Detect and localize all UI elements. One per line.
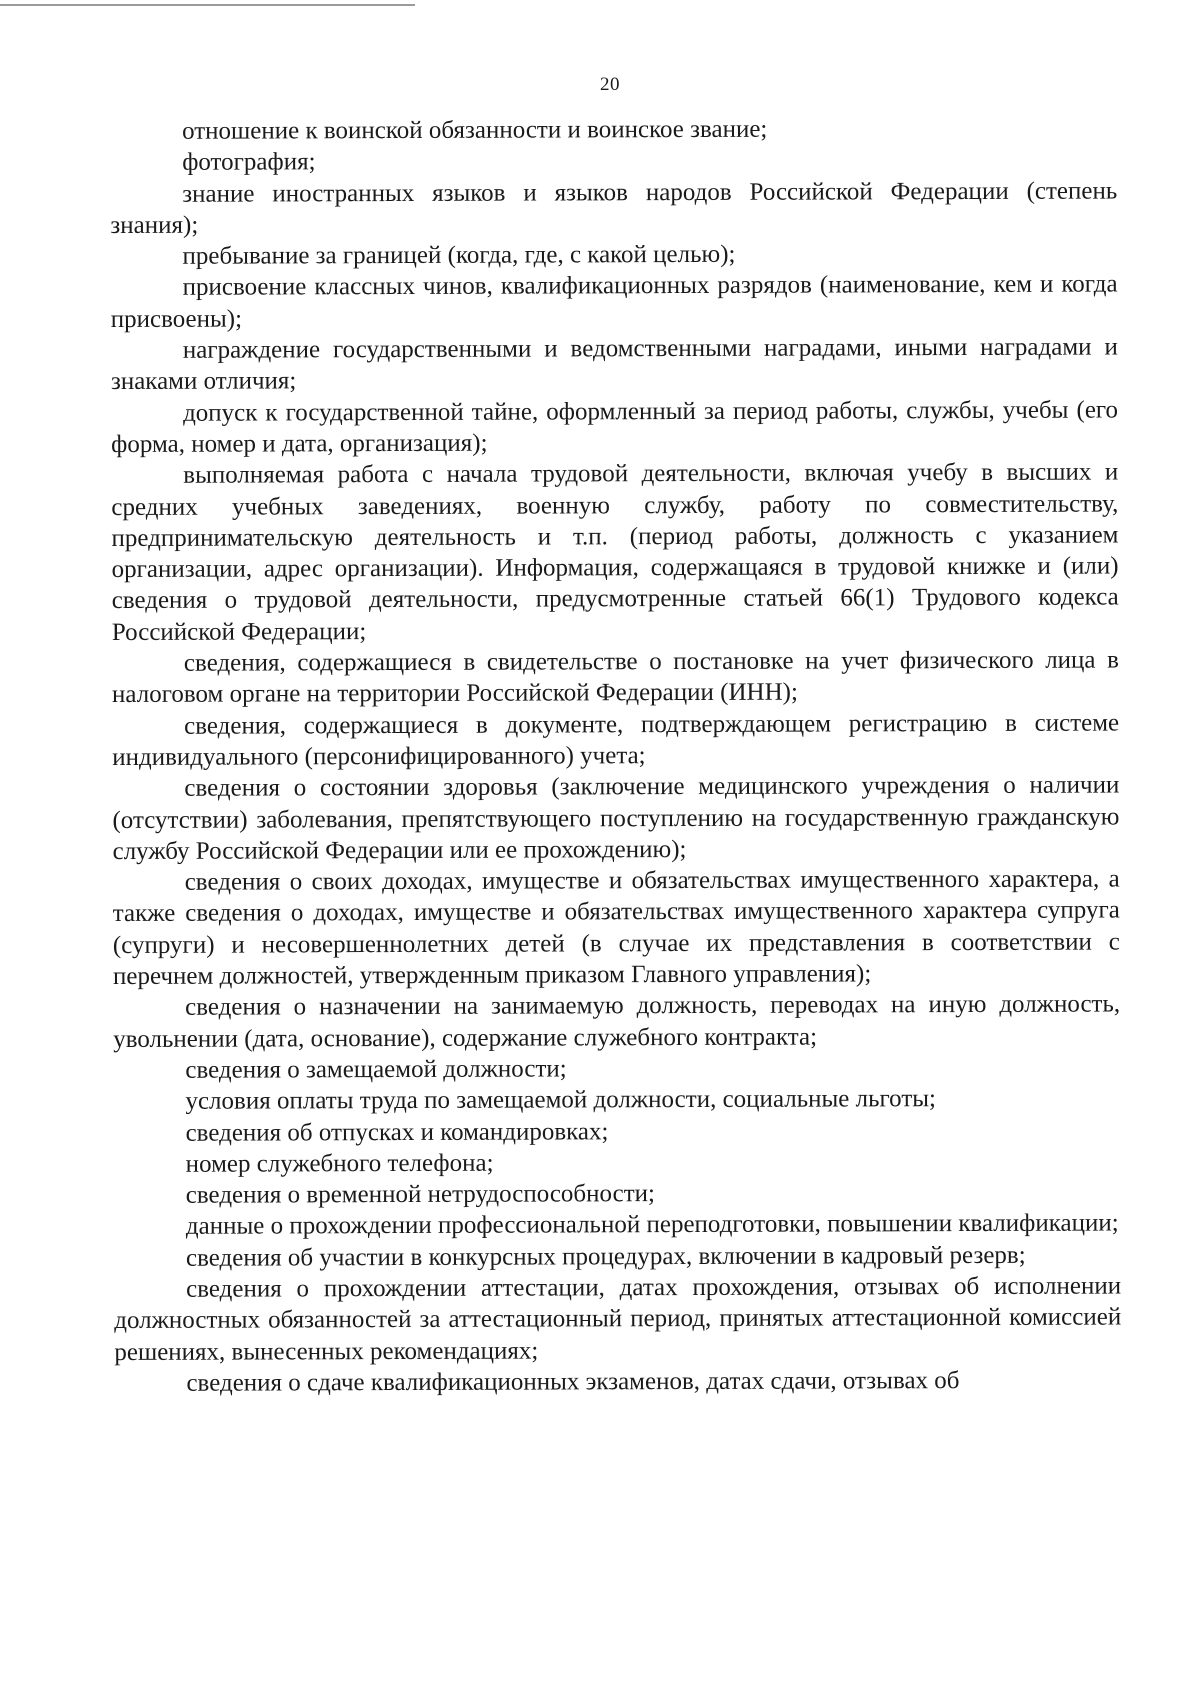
paragraph: сведения о назначении на занимаемую должность, переводах на иную должность, увольнении (дата, основание), содержание служебного контракта;	[113, 990, 1121, 1053]
paragraph: отношение к воинской обязанности и воинское звание;	[182, 115, 768, 145]
paragraph: данные о прохождении профессиональной переподготовки, повышении квалификации;	[185, 1209, 1119, 1241]
paragraph: сведения, содержащиеся в свидетельстве о постановке на учет физического лица в налоговом органе на территории Российской Федерации (ИНН);	[111, 646, 1119, 709]
paragraph: сведения о прохождении аттестации, датах прохождения, отзывах об исполнении должностных обязанностей за аттестационный период, принятых аттестационной комиссией решениях, вынесенных рекомендациях;	[114, 1272, 1122, 1366]
paragraph: награждение государственными и ведомственными наградами, иными наградами и знаками отличия;	[110, 333, 1118, 396]
paragraph: выполняемая работа с начала трудовой деятельности, включая учебу в высших и средних учебных заведениях, военную службу, работу по совместительству, предпринимательскую деятельность и т.п. (период работы, должность с указанием организации, адрес организации). Информация, содержащаяся в трудовой книжке и (или) сведения о трудовой деятельности, предусмотренные статьей 66(1) Трудового кодекса Российской Федерации;	[111, 458, 1119, 646]
paragraph: номер служебного телефона;	[185, 1149, 494, 1178]
page-number: 20	[600, 74, 620, 95]
paragraph: фотография;	[182, 148, 316, 177]
paragraph: сведения, содержащиеся в документе, подтверждающем регистрацию в системе индивидуального (персонифицированного) учета;	[112, 709, 1120, 771]
paragraph: сведения об участии в конкурсных процедурах, включении в кадровый резерв;	[185, 1241, 1026, 1272]
paragraph: сведения об отпусках и командировках;	[185, 1117, 609, 1147]
paragraph: сведения о замещаемой должности;	[185, 1055, 567, 1084]
paragraph: присвоение классных чинов, квалификационных разрядов (наименование, кем и когда присвоены);	[110, 270, 1118, 333]
scan-edge-line	[0, 4, 415, 6]
paragraph: сведения о состоянии здоровья (заключение медицинского учреждения о наличии (отсутствии) заболевания, препятствующего поступлению на государственную гражданскую службу Российской Федерации или ее прохождению);	[112, 771, 1120, 865]
paragraph: пребывание за границей (когда, где, с какой целью);	[182, 241, 736, 270]
paragraph: сведения о временной нетрудоспособности;	[185, 1180, 656, 1209]
paragraph: допуск к государственной тайне, оформленный за период работы, службы, учебы (его форма, номер и дата, организация);	[111, 396, 1119, 458]
document-body	[110, 112, 1121, 1399]
paragraph: знание иностранных языков и языков народов Российской Федерации (степень знания);	[110, 177, 1118, 239]
paragraph: сведения о сдаче квалификационных экзаменов, датах сдачи, отзывах об	[186, 1366, 960, 1397]
paragraph: условия оплаты труда по замещаемой должности, социальные льготы;	[185, 1085, 937, 1115]
paragraph: сведения о своих доходах, имуществе и обязательствах имущественного характера, а также сведения о доходах, имуществе и обязательствах имущественного характера супруга (супруги) и несовершеннолетних детей (в случае их представления в соответствии с перечнем должностей, утвержденным приказом Главного управления);	[112, 865, 1120, 991]
